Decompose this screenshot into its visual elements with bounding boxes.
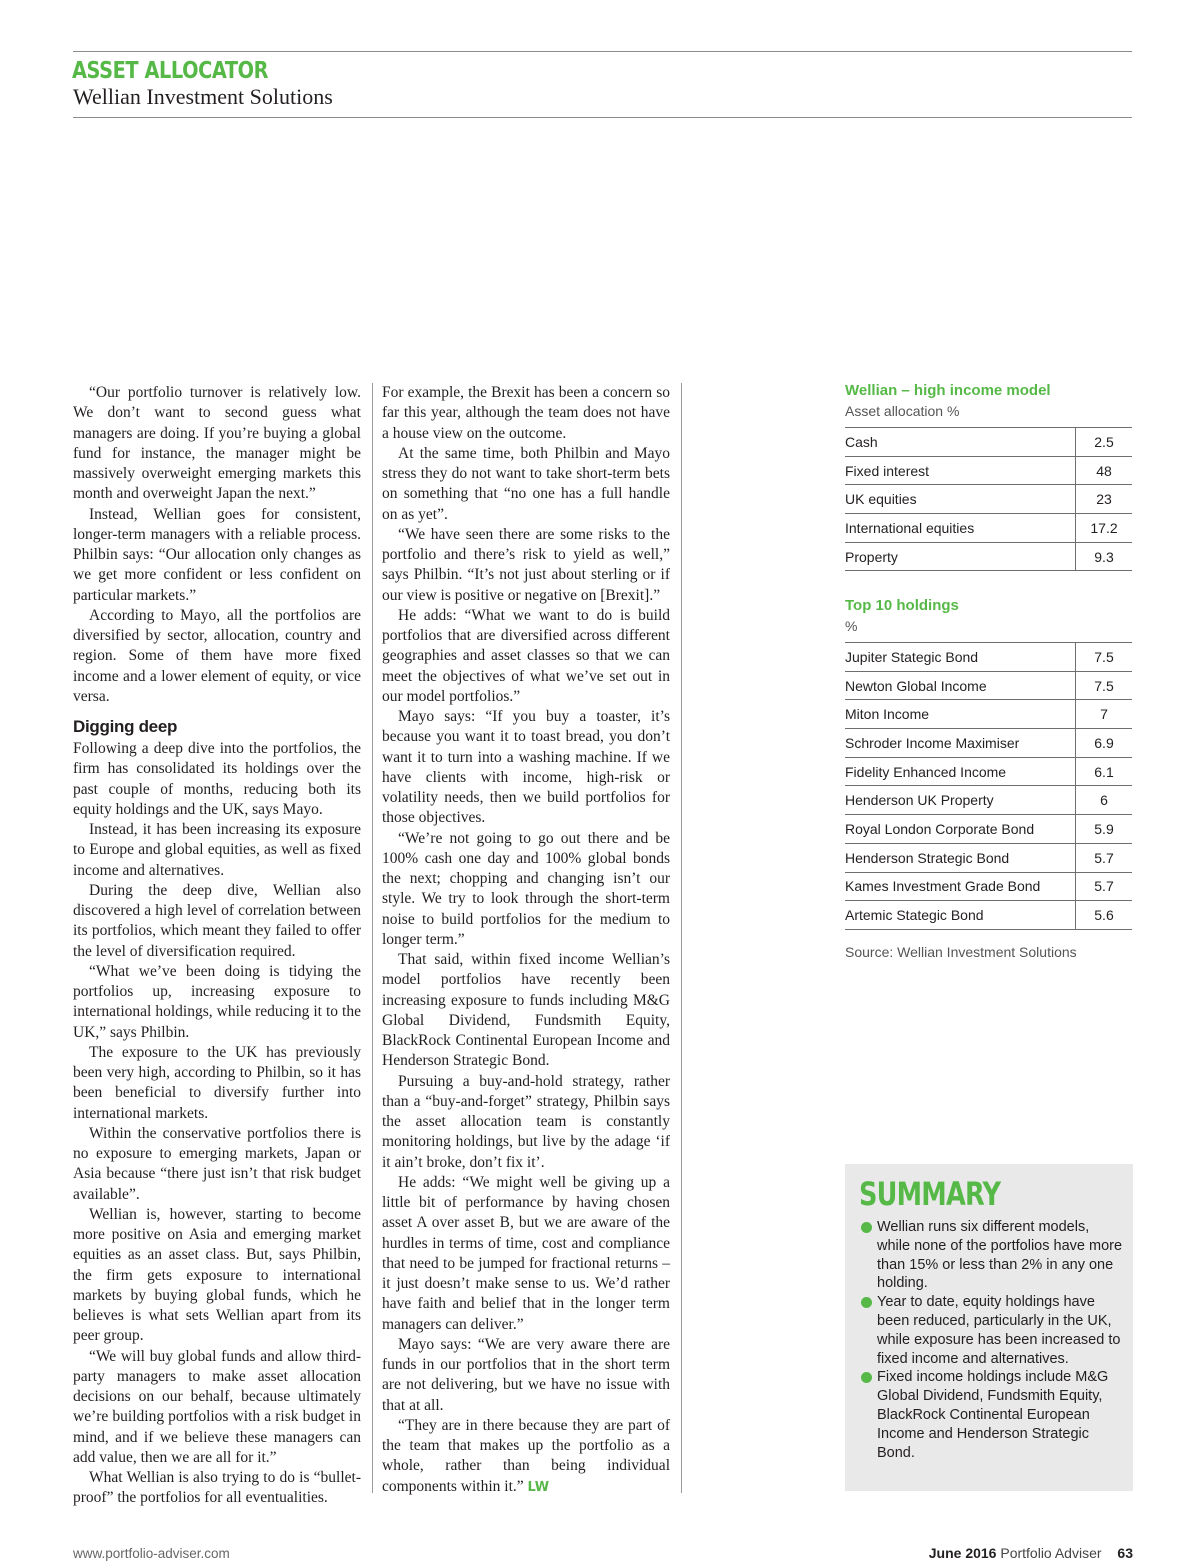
paragraph: “We have seen there are some risks to the portfolio and there’s risk to yield as well,” says Philbin. “It’s not just about sterling or if our view is positive or negative on [Brexit].” bbox=[382, 525, 670, 604]
table-row bbox=[845, 872, 1132, 901]
row-label: Fidelity Enhanced Income bbox=[845, 757, 1076, 786]
paragraph: “We’re not going to go out there and be 100% cash one day and 100% global bonds the next; chopping and changing isn’t our style. We try to look through the short-term noise to build portfolios for the medium to longer term.” bbox=[382, 829, 670, 948]
table-row bbox=[845, 757, 1132, 786]
row-value: 23 bbox=[1076, 485, 1133, 514]
table-row bbox=[845, 700, 1132, 729]
table-row bbox=[845, 643, 1132, 672]
paragraph: That said, within fixed income Wellian’s model portfolios have recently been increasing exposure to funds including M&G Global Dividend, Fundsmith Equity, BlackRock Continental European Income and Henderson Strategic Bond. bbox=[382, 951, 670, 1070]
row-value: 5.7 bbox=[1076, 872, 1133, 901]
section-kicker: ASSET ALLOCATOR bbox=[72, 58, 269, 84]
table-row bbox=[845, 428, 1132, 457]
table-row bbox=[845, 901, 1132, 930]
section-subheading: Digging deep bbox=[73, 717, 178, 736]
paragraph: Pursuing a buy-and-hold strategy, rather than a “buy-and-forget” strategy, Philbin says the asset allocation team is constantly monitoring holdings, but live by the adage ‘if it ain’t broke, don’t fix it’. bbox=[382, 1072, 670, 1171]
table-row bbox=[845, 456, 1132, 485]
table-row bbox=[845, 729, 1132, 758]
summary-item: Year to date, equity holdings have been reduced, particularly in the UK, while exposure has been increased to fixed income and alternatives. bbox=[861, 1293, 1123, 1368]
table-source-note: Source: Wellian Investment Solutions bbox=[845, 943, 1077, 960]
summary-list bbox=[861, 1218, 1123, 1462]
paragraph bbox=[382, 1416, 670, 1498]
column-divider bbox=[681, 383, 682, 1493]
table-row bbox=[845, 485, 1132, 514]
row-label: Newton Global Income bbox=[845, 671, 1076, 700]
paragraph: Wellian is, however, starting to become more positive on Asia and emerging market equities as an asset class. But, says Philbin, the firm gets exposure to international markets by buying global funds, which he believes is what sets Wellian apart from its peer group. bbox=[73, 1205, 361, 1345]
allocation-table-title: Wellian – high income model bbox=[845, 382, 1051, 399]
summary-box bbox=[845, 1164, 1133, 1491]
row-value: 5.7 bbox=[1076, 843, 1133, 872]
column-divider bbox=[372, 383, 373, 1493]
issue-date: June 2016 bbox=[928, 1545, 997, 1561]
summary-title: SUMMARY bbox=[859, 1175, 1001, 1213]
holdings-table bbox=[845, 642, 1132, 930]
row-value: 5.6 bbox=[1076, 901, 1133, 930]
page-number: 63 bbox=[1117, 1545, 1133, 1561]
row-value: 6 bbox=[1076, 786, 1133, 815]
paragraph: “We will buy global funds and allow third-party managers to make asset allocation decisions on our behalf, because ultimately we’re building portfolios with a risk budget in mind, and if we believe these managers can add value, then we are all for it.” bbox=[73, 1347, 361, 1466]
paragraph: The exposure to the UK has previously been very high, according to Philbin, so it has been beneficial to diversify further into international markets. bbox=[73, 1043, 361, 1122]
footer-url: www.portfolio-adviser.com bbox=[73, 1546, 230, 1561]
table-row bbox=[845, 671, 1132, 700]
bullet-dot-icon bbox=[861, 1372, 872, 1383]
row-label: Artemic Stategic Bond bbox=[845, 901, 1076, 930]
footer-folio bbox=[929, 1545, 1133, 1561]
paragraph: Mayo says: “We are very aware there are funds in our portfolios that in the short term are not delivering, but we have no issue with that at all. bbox=[382, 1335, 670, 1414]
paragraph: Mayo says: “If you buy a toaster, it’s because you want it to toast bread, you don’t want it to turn into a washing machine. If we have clients with income, high-risk or volatility needs, then we build portfolios for those objectives. bbox=[382, 708, 670, 827]
summary-item: Wellian runs six different models, while none of the portfolios have more than 15% or less than 2% in any one holding. bbox=[861, 1218, 1123, 1293]
article-column-1 bbox=[73, 383, 361, 1509]
paragraph: For example, the Brexit has been a concern so far this year, although the team does not have a house view on the outcome. bbox=[382, 384, 670, 442]
paragraph: “What we’ve been doing is tidying the portfolios up, increasing exposure to international holdings, while reducing it to the UK,” says Philbin. bbox=[73, 962, 361, 1041]
holdings-table-subtitle: % bbox=[845, 618, 858, 634]
paragraph: Following a deep dive into the portfolios, the firm has consolidated its holdings over the past couple of months, reducing both its equity holdings and the UK, says Mayo. bbox=[73, 740, 361, 818]
bullet-dot-icon bbox=[861, 1297, 872, 1308]
table-row bbox=[845, 843, 1132, 872]
paragraph: He adds: “We might well be giving up a little bit of performance by having chosen asset A over asset B, but we are aware of the hurdles in terms of time, cost and compliance that need to be jumped for fractional returns – it just doesn’t make sense to us. We’d rather have faith and belief that in the longer term managers can deliver.” bbox=[382, 1173, 670, 1333]
row-value: 6.9 bbox=[1076, 729, 1133, 758]
paragraph: He adds: “What we want to do is build portfolios that are diversified across different geographies and asset classes so that we can meet the objectives of what we’ve set out in our model portfolios.” bbox=[382, 606, 670, 705]
row-value: 7.5 bbox=[1076, 671, 1133, 700]
holdings-table-title: Top 10 holdings bbox=[845, 597, 959, 614]
page-subtitle: Wellian Investment Solutions bbox=[73, 84, 333, 109]
bullet-dot-icon bbox=[861, 1222, 872, 1233]
allocation-table-subtitle: Asset allocation % bbox=[845, 403, 960, 419]
paragraph: During the deep dive, Wellian also discovered a high level of correlation between its portfolios, which meant they failed to offer the level of diversification required. bbox=[73, 881, 361, 960]
row-value: 7.5 bbox=[1076, 643, 1133, 672]
paragraph: Instead, Wellian goes for consistent, longer-term managers with a reliable process. Philbin says: “Our allocation only changes as we get more confident or less confident on particular markets.” bbox=[73, 505, 361, 604]
row-label: UK equities bbox=[845, 485, 1076, 514]
author-signoff: LW bbox=[527, 1479, 550, 1495]
row-label: Fixed interest bbox=[845, 456, 1076, 485]
table-row bbox=[845, 514, 1132, 543]
row-value: 9.3 bbox=[1076, 542, 1133, 571]
allocation-table-block bbox=[845, 381, 1132, 571]
paragraph: Instead, it has been increasing its exposure to Europe and global equities, as well as fixed income and alternatives. bbox=[73, 821, 361, 879]
row-label: Henderson UK Property bbox=[845, 786, 1076, 815]
holdings-table-block bbox=[845, 596, 1132, 962]
row-value: 7 bbox=[1076, 700, 1133, 729]
paragraph: “Our portfolio turnover is relatively low. We don’t want to second guess what managers are doing. If you’re buying a global fund for instance, the manager might be massively overweight emerging markets this month and overweight Japan the next.” bbox=[73, 384, 361, 503]
allocation-table bbox=[845, 427, 1132, 571]
row-label: Kames Investment Grade Bond bbox=[845, 872, 1076, 901]
row-label: Henderson Strategic Bond bbox=[845, 843, 1076, 872]
table-row bbox=[845, 542, 1132, 571]
row-value: 48 bbox=[1076, 456, 1133, 485]
table-row bbox=[845, 815, 1132, 844]
top-rule bbox=[73, 51, 1132, 52]
row-value: 6.1 bbox=[1076, 757, 1133, 786]
row-label: Cash bbox=[845, 428, 1076, 457]
paragraph: At the same time, both Philbin and Mayo stress they do not want to take short-term bets on something that “no one has a full handle on as yet”. bbox=[382, 444, 670, 523]
magazine-name: Portfolio Adviser bbox=[1000, 1545, 1102, 1561]
row-label: Royal London Corporate Bond bbox=[845, 815, 1076, 844]
row-label: Schroder Income Maximiser bbox=[845, 729, 1076, 758]
article-column-2 bbox=[382, 383, 670, 1498]
row-label: Miton Income bbox=[845, 700, 1076, 729]
row-value: 5.9 bbox=[1076, 815, 1133, 844]
paragraph: Within the conservative portfolios there is no exposure to emerging markets, Japan or Asia because “there just isn’t that risk budget available”. bbox=[73, 1124, 361, 1203]
row-value: 2.5 bbox=[1076, 428, 1133, 457]
paragraph: According to Mayo, all the portfolios are diversified by sector, allocation, country and region. Some of them have more fixed income and a lower element of equity, or vice versa. bbox=[73, 606, 361, 705]
header-bottom-rule bbox=[73, 117, 1132, 118]
row-label: Jupiter Stategic Bond bbox=[845, 643, 1076, 672]
summary-item: Fixed income holdings include M&G Global Dividend, Fundsmith Equity, BlackRock Continental European Income and Henderson Strategic Bond. bbox=[861, 1368, 1123, 1462]
row-label: International equities bbox=[845, 514, 1076, 543]
paragraph-text: “They are in there because they are part of the team that makes up the portfolio as a whole, rather than being individual components within it.” bbox=[382, 1416, 670, 1495]
row-label: Property bbox=[845, 542, 1076, 571]
row-value: 17.2 bbox=[1076, 514, 1133, 543]
paragraph: What Wellian is also trying to do is “bullet-proof” the portfolios for all eventualities. bbox=[73, 1469, 361, 1507]
table-row bbox=[845, 786, 1132, 815]
